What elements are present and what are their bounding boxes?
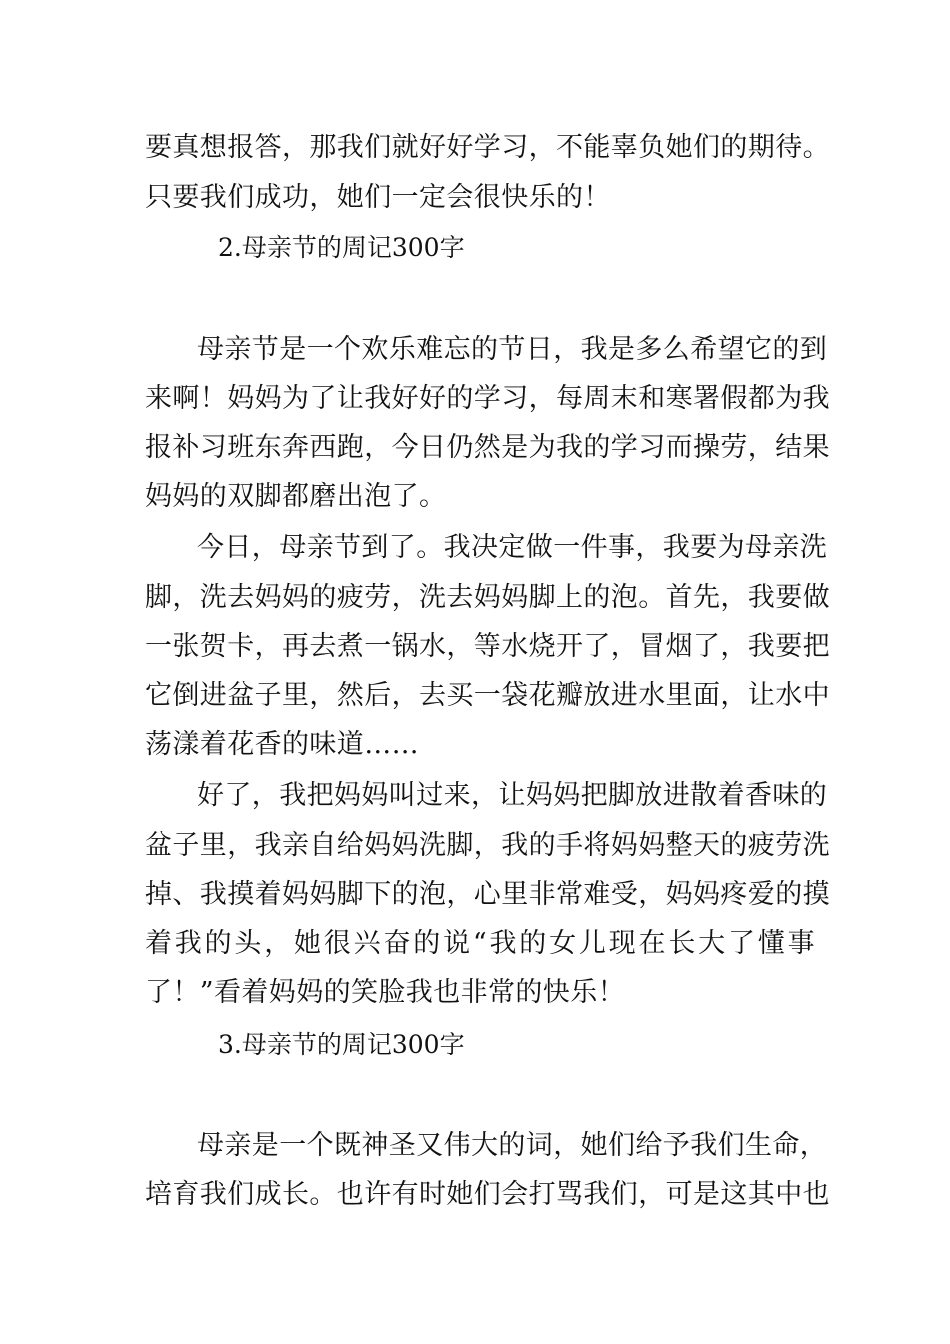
paragraph-line: 着我的头，她很兴奋的说“我的女儿现在长大了懂事 <box>145 928 815 959</box>
paragraph-line: 盆子里，我亲自给妈妈洗脚，我的手将妈妈整天的疲劳洗 <box>145 830 830 861</box>
section-heading: 3.母亲节的周记300字 <box>218 1030 465 1059</box>
paragraph-line: 掉、我摸着妈妈脚下的泡，心里非常难受，妈妈疼爱的摸 <box>145 879 830 910</box>
paragraph-line: 它倒进盆子里，然后，去买一袋花瓣放进水里面，让水中 <box>145 680 830 711</box>
paragraph-line: 今日，母亲节到了。我决定做一件事，我要为母亲洗 <box>197 532 828 563</box>
paragraph-line: 培育我们成长。也许有时她们会打骂我们，可是这其中也 <box>145 1179 830 1210</box>
paragraph-line: 好了，我把妈妈叫过来，让妈妈把脚放进散着香味的 <box>197 780 828 811</box>
paragraph-line: 要真想报答，那我们就好好学习，不能辜负她们的期待。 <box>145 132 830 163</box>
paragraph-line: 母亲是一个既神圣又伟大的词，她们给予我们生命， <box>197 1130 828 1161</box>
paragraph-line: 脚，洗去妈妈的疲劳，洗去妈妈脚上的泡。首先，我要做 <box>145 582 830 613</box>
paragraph-line: 了！”看着妈妈的笑脸我也非常的快乐！ <box>145 977 626 1008</box>
paragraph-line: 来啊！妈妈为了让我好好的学习，每周末和寒署假都为我 <box>145 383 830 414</box>
paragraph-line: 妈妈的双脚都磨出泡了。 <box>145 481 447 512</box>
paragraph-line: 一张贺卡，再去煮一锅水，等水烧开了，冒烟了，我要把 <box>145 631 830 662</box>
paragraph-line: 只要我们成功，她们一定会很快乐的！ <box>145 182 611 213</box>
paragraph-line: 报补习班东奔西跑，今日仍然是为我的学习而操劳，结果 <box>145 432 830 463</box>
paragraph-line: 母亲节是一个欢乐难忘的节日，我是多么希望它的到 <box>197 334 828 365</box>
paragraph-line: 荡漾着花香的味道…… <box>145 729 419 760</box>
section-heading: 2.母亲节的周记300字 <box>218 233 465 262</box>
